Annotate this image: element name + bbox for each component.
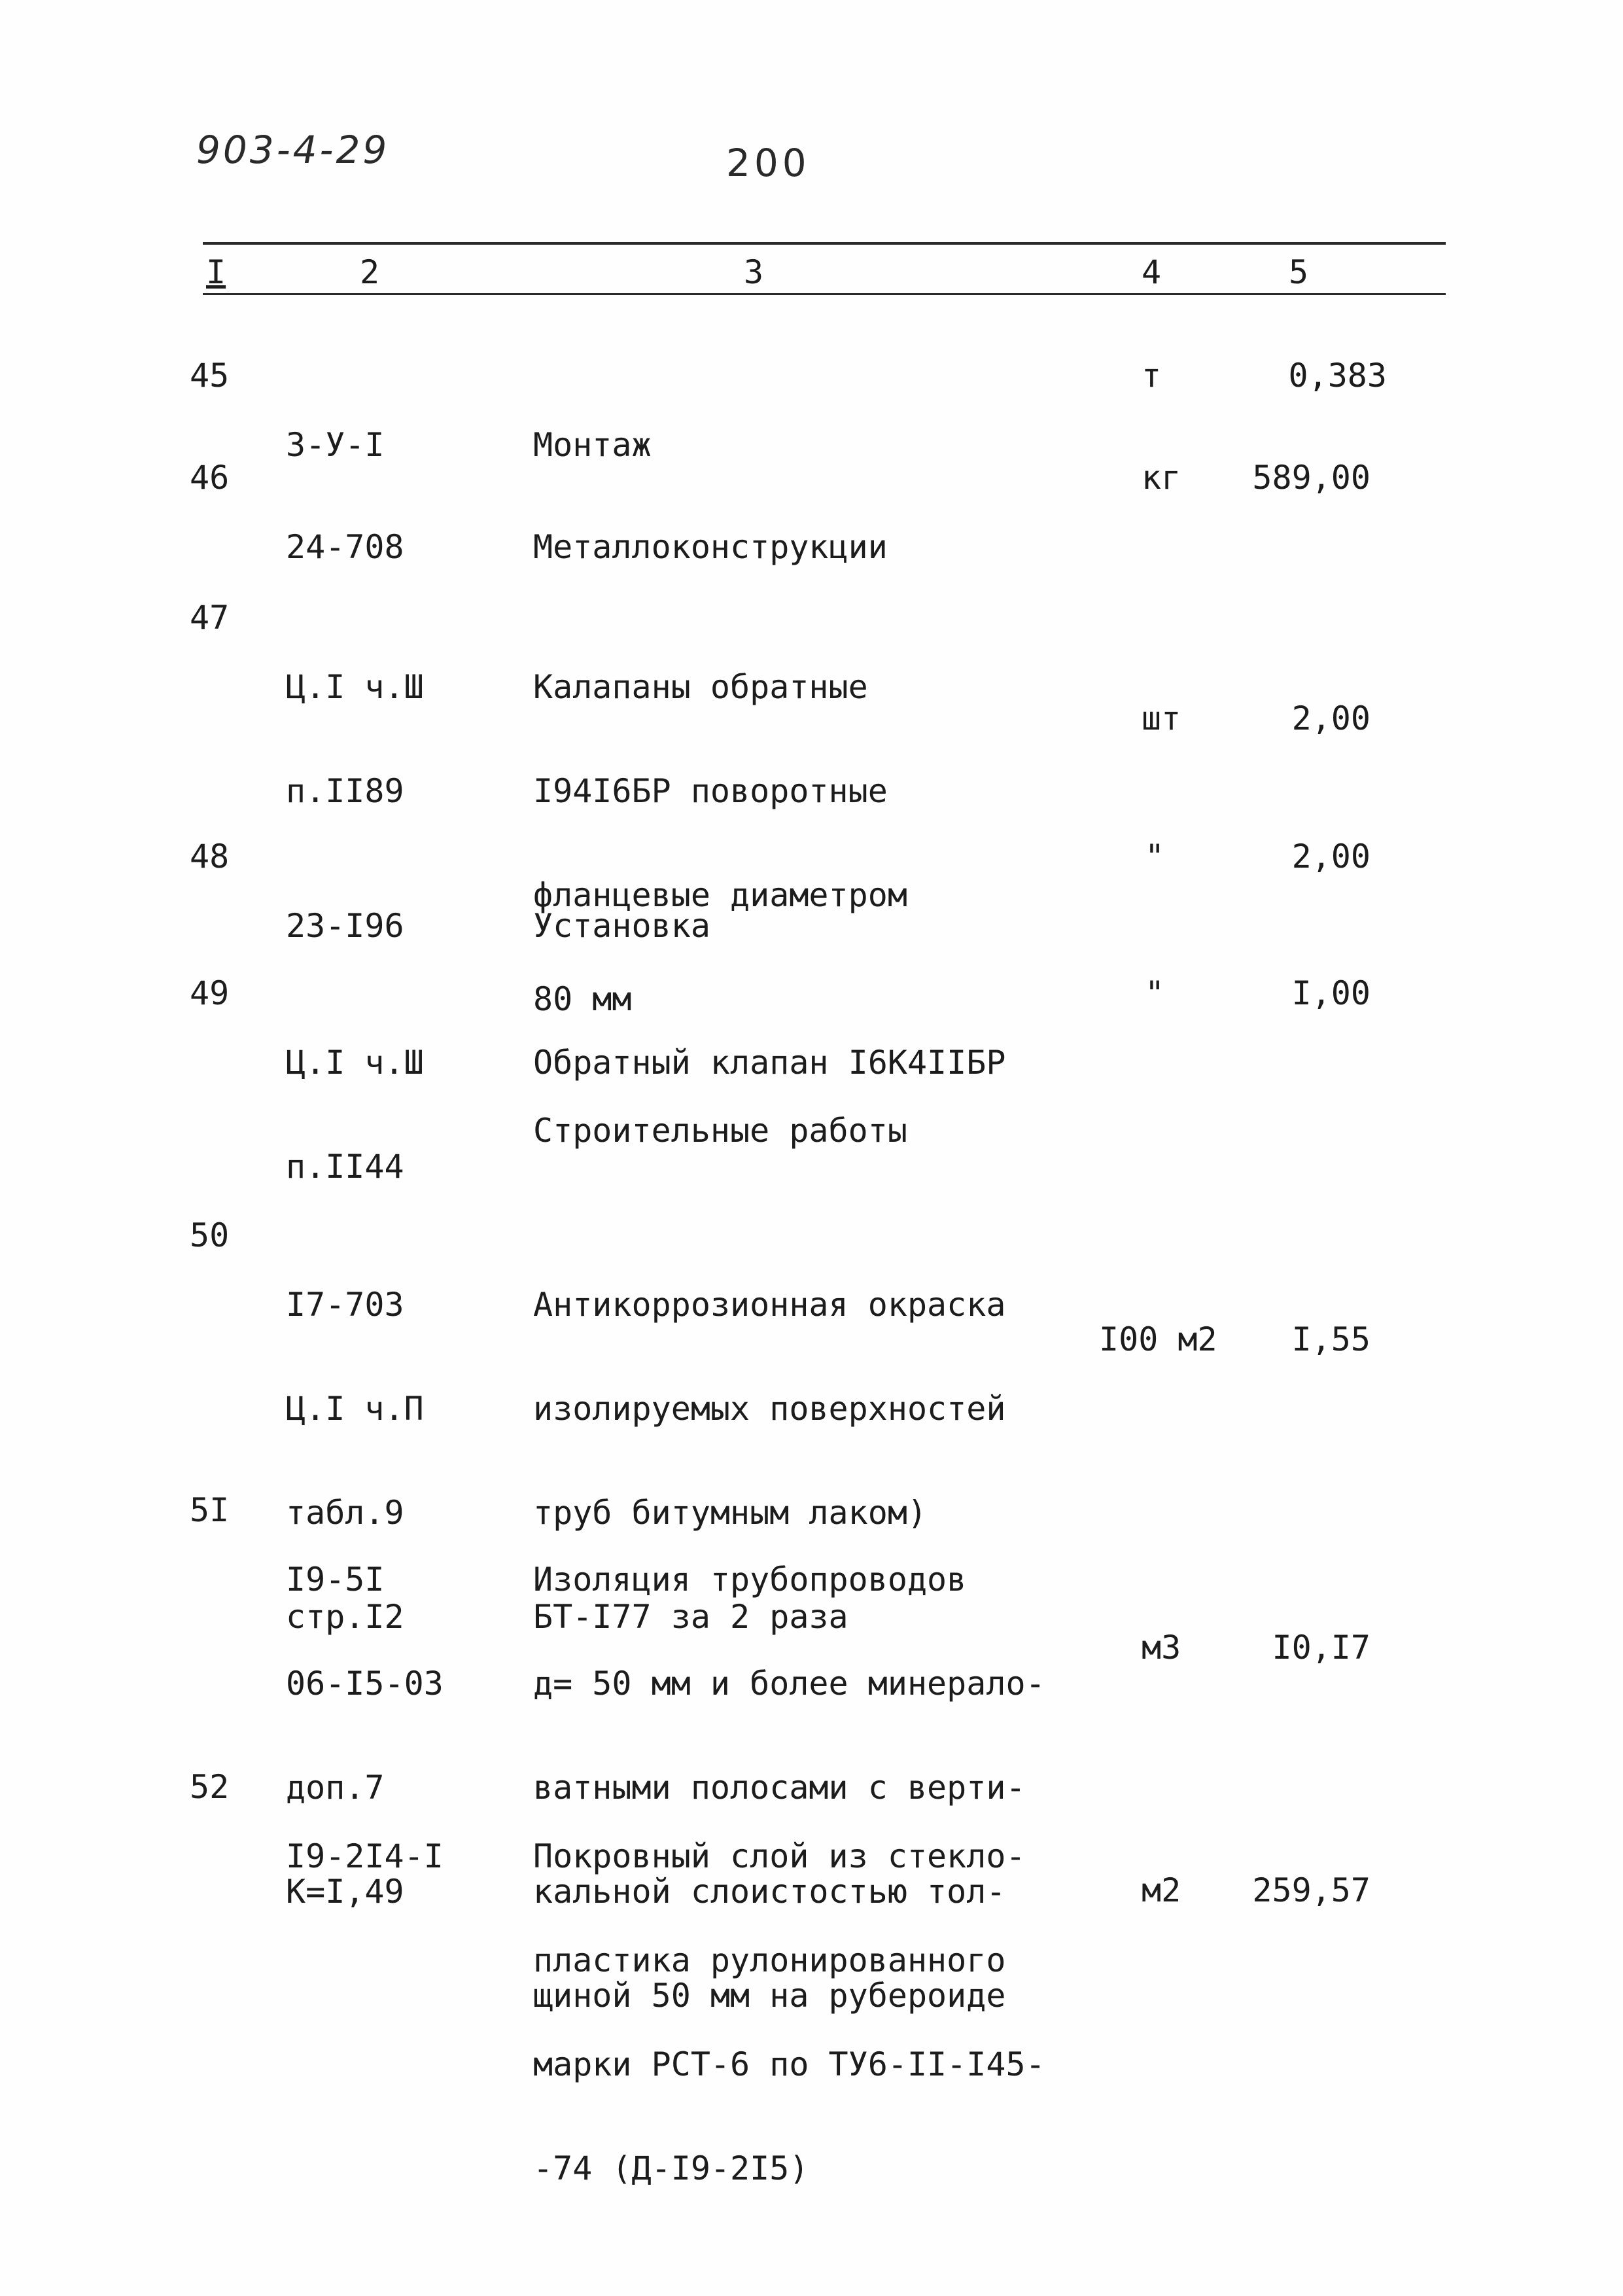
handwritten-document-code: 903-4-29 (196, 128, 390, 172)
row-quantity: I0,I7 (1272, 1629, 1370, 1667)
row-description-line: пластика рулонированного (533, 1941, 1006, 1979)
row-code-line: 24-708 (286, 528, 404, 566)
row-description-line: ватными полосами с верти- (533, 1769, 1026, 1807)
column-header-5: 5 (1289, 253, 1309, 291)
row-description-line: Антикоррозионная окраска (533, 1286, 1006, 1324)
row-quantity: I,55 (1291, 1320, 1370, 1358)
row-code-line: I9-5I (286, 1561, 385, 1598)
row-description-line: кальной слоистостью тол- (533, 1873, 1006, 1911)
row-code-line: Ц.I ч.Ш (286, 1044, 424, 1082)
column-header-2: 2 (360, 253, 380, 291)
row-description-line: I94I6БР поворотные (533, 772, 888, 810)
row-code-line: п.II89 (286, 772, 404, 810)
row-description-line: труб битумным лаком) (533, 1494, 928, 1532)
row-number: 49 (190, 974, 230, 1012)
row-description-line: БТ-I77 за 2 раза (533, 1598, 848, 1636)
row-description-line: марки РСТ-6 по ТУ6-II-I45- (533, 2045, 1045, 2083)
row-quantity: 259,57 (1252, 1871, 1370, 1909)
row-code-line: п.II44 (286, 1148, 404, 1186)
row-number: 5I (190, 1491, 230, 1529)
row-description-line: изолируемых поверхностей (533, 1390, 1006, 1428)
row-code-line: К=I,49 (286, 1873, 404, 1911)
row-description-line: -74 (Д-I9-2I5) (533, 2149, 809, 2187)
row-quantity: 0,383 (1288, 357, 1387, 395)
row-description-line: Изоляция трубопроводов (533, 1561, 967, 1598)
row-unit: м3 (1142, 1629, 1181, 1667)
row-quantity: 2,00 (1291, 838, 1370, 875)
row-quantity: I,00 (1291, 974, 1370, 1012)
row-description-line: Калапаны обратные (533, 668, 868, 706)
row-quantity: 2,00 (1291, 699, 1370, 737)
row-unit: " (1145, 974, 1165, 1012)
row-description-line: фланцевые диаметром (533, 876, 907, 914)
row-unit: I00 м2 (1099, 1320, 1217, 1358)
row-number: 45 (190, 357, 230, 395)
row-code-line: стр.I2 (286, 1598, 404, 1636)
row-description-line: д= 50 мм и более минерало- (533, 1665, 1045, 1703)
row-description (533, 1770, 1045, 2255)
row-description-line: Установка (533, 907, 710, 945)
row-unit: шт (1142, 699, 1181, 737)
row-code-line: Ц.I ч.П (286, 1390, 424, 1428)
row-code-line: табл.9 (286, 1494, 404, 1532)
row-quantity: 589,00 (1252, 459, 1370, 497)
row-description-line: Монтаж (533, 426, 652, 464)
table-top-rule (203, 242, 1446, 245)
row-unit: м2 (1142, 1871, 1181, 1909)
row-code-line: 23-I96 (286, 907, 404, 945)
row-description-line: Обратный клапан I6К4IIБР (533, 1044, 1006, 1082)
row-number: 46 (190, 459, 230, 497)
column-header-4: 4 (1142, 253, 1162, 291)
row-code-line: I9-2I4-I (286, 1837, 444, 1875)
row-description-line: щиной 50 мм на рубероиде (533, 1977, 1006, 2015)
row-number: 48 (190, 838, 230, 875)
row-code (286, 1770, 444, 1943)
row-number: 50 (190, 1216, 230, 1254)
row-code (286, 976, 424, 1254)
row-unit: " (1145, 838, 1165, 875)
row-code-line: 3-У-I (286, 426, 385, 464)
row-code-line: 06-I5-03 (286, 1665, 444, 1703)
column-header-1: I (206, 253, 226, 291)
page-number: 200 (726, 141, 811, 185)
row-code-line: I7-703 (286, 1286, 404, 1324)
row-unit: кг (1142, 459, 1181, 497)
row-code-line: доп.7 (286, 1769, 385, 1807)
row-code-line: Ц.I ч.Ш (286, 668, 424, 706)
table-header-rule (203, 293, 1446, 295)
row-description-line: Покровный слой из стекло- (533, 1837, 1026, 1875)
row-description-line: Металлоконструкции (533, 528, 888, 566)
row-unit: т (1142, 357, 1162, 395)
row-number: 52 (190, 1768, 230, 1806)
column-header-3: 3 (744, 253, 764, 291)
row-code (286, 601, 424, 878)
row-number: 47 (190, 599, 230, 637)
row-description-line: 80 мм (533, 980, 632, 1018)
section-title: Строительные работы (533, 1112, 907, 1150)
